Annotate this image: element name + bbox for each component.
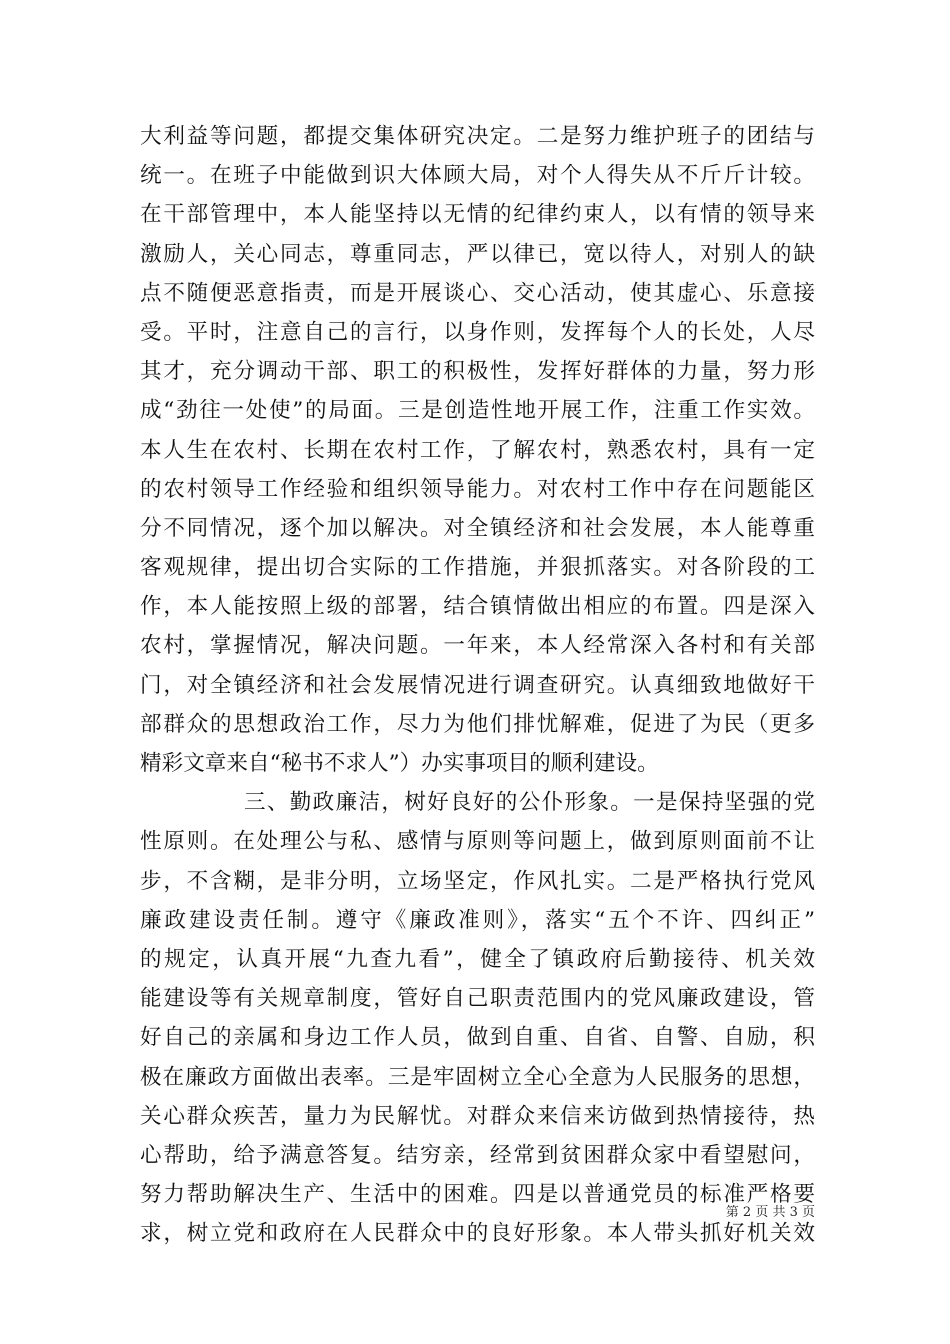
- text-line: 客观规律，提出切合实际的工作措施，并狠抓落实。对各阶段的工: [140, 555, 815, 581]
- text-line: 部群众的思想政治工作，尽力为他们排忧解难，促进了为民（更多: [140, 711, 815, 737]
- text-line: 求，树立党和政府在人民群众中的良好形象。本人带头抓好机关效: [140, 1221, 815, 1247]
- text-line: 精彩文章来自“秘书不求人”）办实事项目的顺利建设。: [140, 751, 659, 776]
- text-line: 统一。在班子中能做到识大体顾大局，对个人得失从不斤斤计较。: [140, 163, 815, 189]
- text-line: 性原则。在处理公与私、感情与原则等问题上，做到原则面前不让: [140, 829, 815, 855]
- page-number: 第 2 页 共 3 页: [725, 1205, 815, 1220]
- text-line: 点不随便恶意指责，而是开展谈心、交心活动，使其虚心、乐意接: [140, 280, 815, 306]
- text-line: 激励人，关心同志，尊重同志，严以律已，宽以待人，对别人的缺: [140, 241, 815, 267]
- text-line: 分不同情况，逐个加以解决。对全镇经济和社会发展，本人能尊重: [140, 515, 815, 541]
- text-line: 的规定，认真开展“九查九看”，健全了镇政府后勤接待、机关效: [140, 946, 815, 972]
- text-line: 在干部管理中，本人能坚持以无情的纪律约束人，以有情的领导来: [140, 202, 815, 228]
- text-line: 步，不含糊，是非分明，立场坚定，作风扎实。二是严格执行党风: [140, 868, 815, 894]
- text-line: 其才，充分调动干部、职工的积极性，发挥好群体的力量，努力形: [140, 359, 815, 385]
- text-line: 作，本人能按照上级的部署，结合镇情做出相应的布置。四是深入: [140, 594, 815, 620]
- text-line: 三、勤政廉洁，树好良好的公仆形象。一是保持坚强的党: [244, 790, 815, 816]
- text-line: 农村，掌握情况，解决问题。一年来，本人经常深入各村和有关部: [140, 633, 815, 659]
- text-line: 能建设等有关规章制度，管好自己职责范围内的党风廉政建设，管: [140, 986, 815, 1012]
- body-text: [140, 117, 815, 1253]
- text-line: 好自己的亲属和身边工作人员，做到自重、自省、自警、自励，积: [140, 1025, 815, 1051]
- text-line: 心帮助，给予满意答复。结穷亲，经常到贫困群众家中看望慰问，: [140, 1142, 815, 1168]
- text-line: 本人生在农村、长期在农村工作，了解农村，熟悉农村，具有一定: [140, 437, 815, 463]
- text-line: 努力帮助解决生产、生活中的困难。四是以普通党员的标准严格要: [140, 1182, 815, 1208]
- paragraph-1: [140, 117, 815, 783]
- text-line: 大利益等问题，都提交集体研究决定。二是努力维护班子的团结与: [140, 124, 815, 149]
- text-line: 受。平时，注意自己的言行，以身作则，发挥每个人的长处，人尽: [140, 319, 815, 345]
- text-line: 门，对全镇经济和社会发展情况进行调查研究。认真细致地做好干: [140, 672, 815, 698]
- text-line: 关心群众疾苦，量力为民解忧。对群众来信来访做到热情接待，热: [140, 1103, 815, 1129]
- text-line: 的农村领导工作经验和组织领导能力。对农村工作中存在问题能区: [140, 476, 815, 502]
- text-line: 成“劲往一处使”的局面。三是创造性地开展工作，注重工作实效。: [140, 398, 815, 424]
- text-line: 极在廉政方面做出表率。三是牢固树立全心全意为人民服务的思想，: [140, 1064, 815, 1090]
- paragraph-2: [140, 783, 815, 1253]
- text-line: 廉政建设责任制。遵守《廉政准则》，落实“五个不许、四纠正”: [140, 907, 815, 933]
